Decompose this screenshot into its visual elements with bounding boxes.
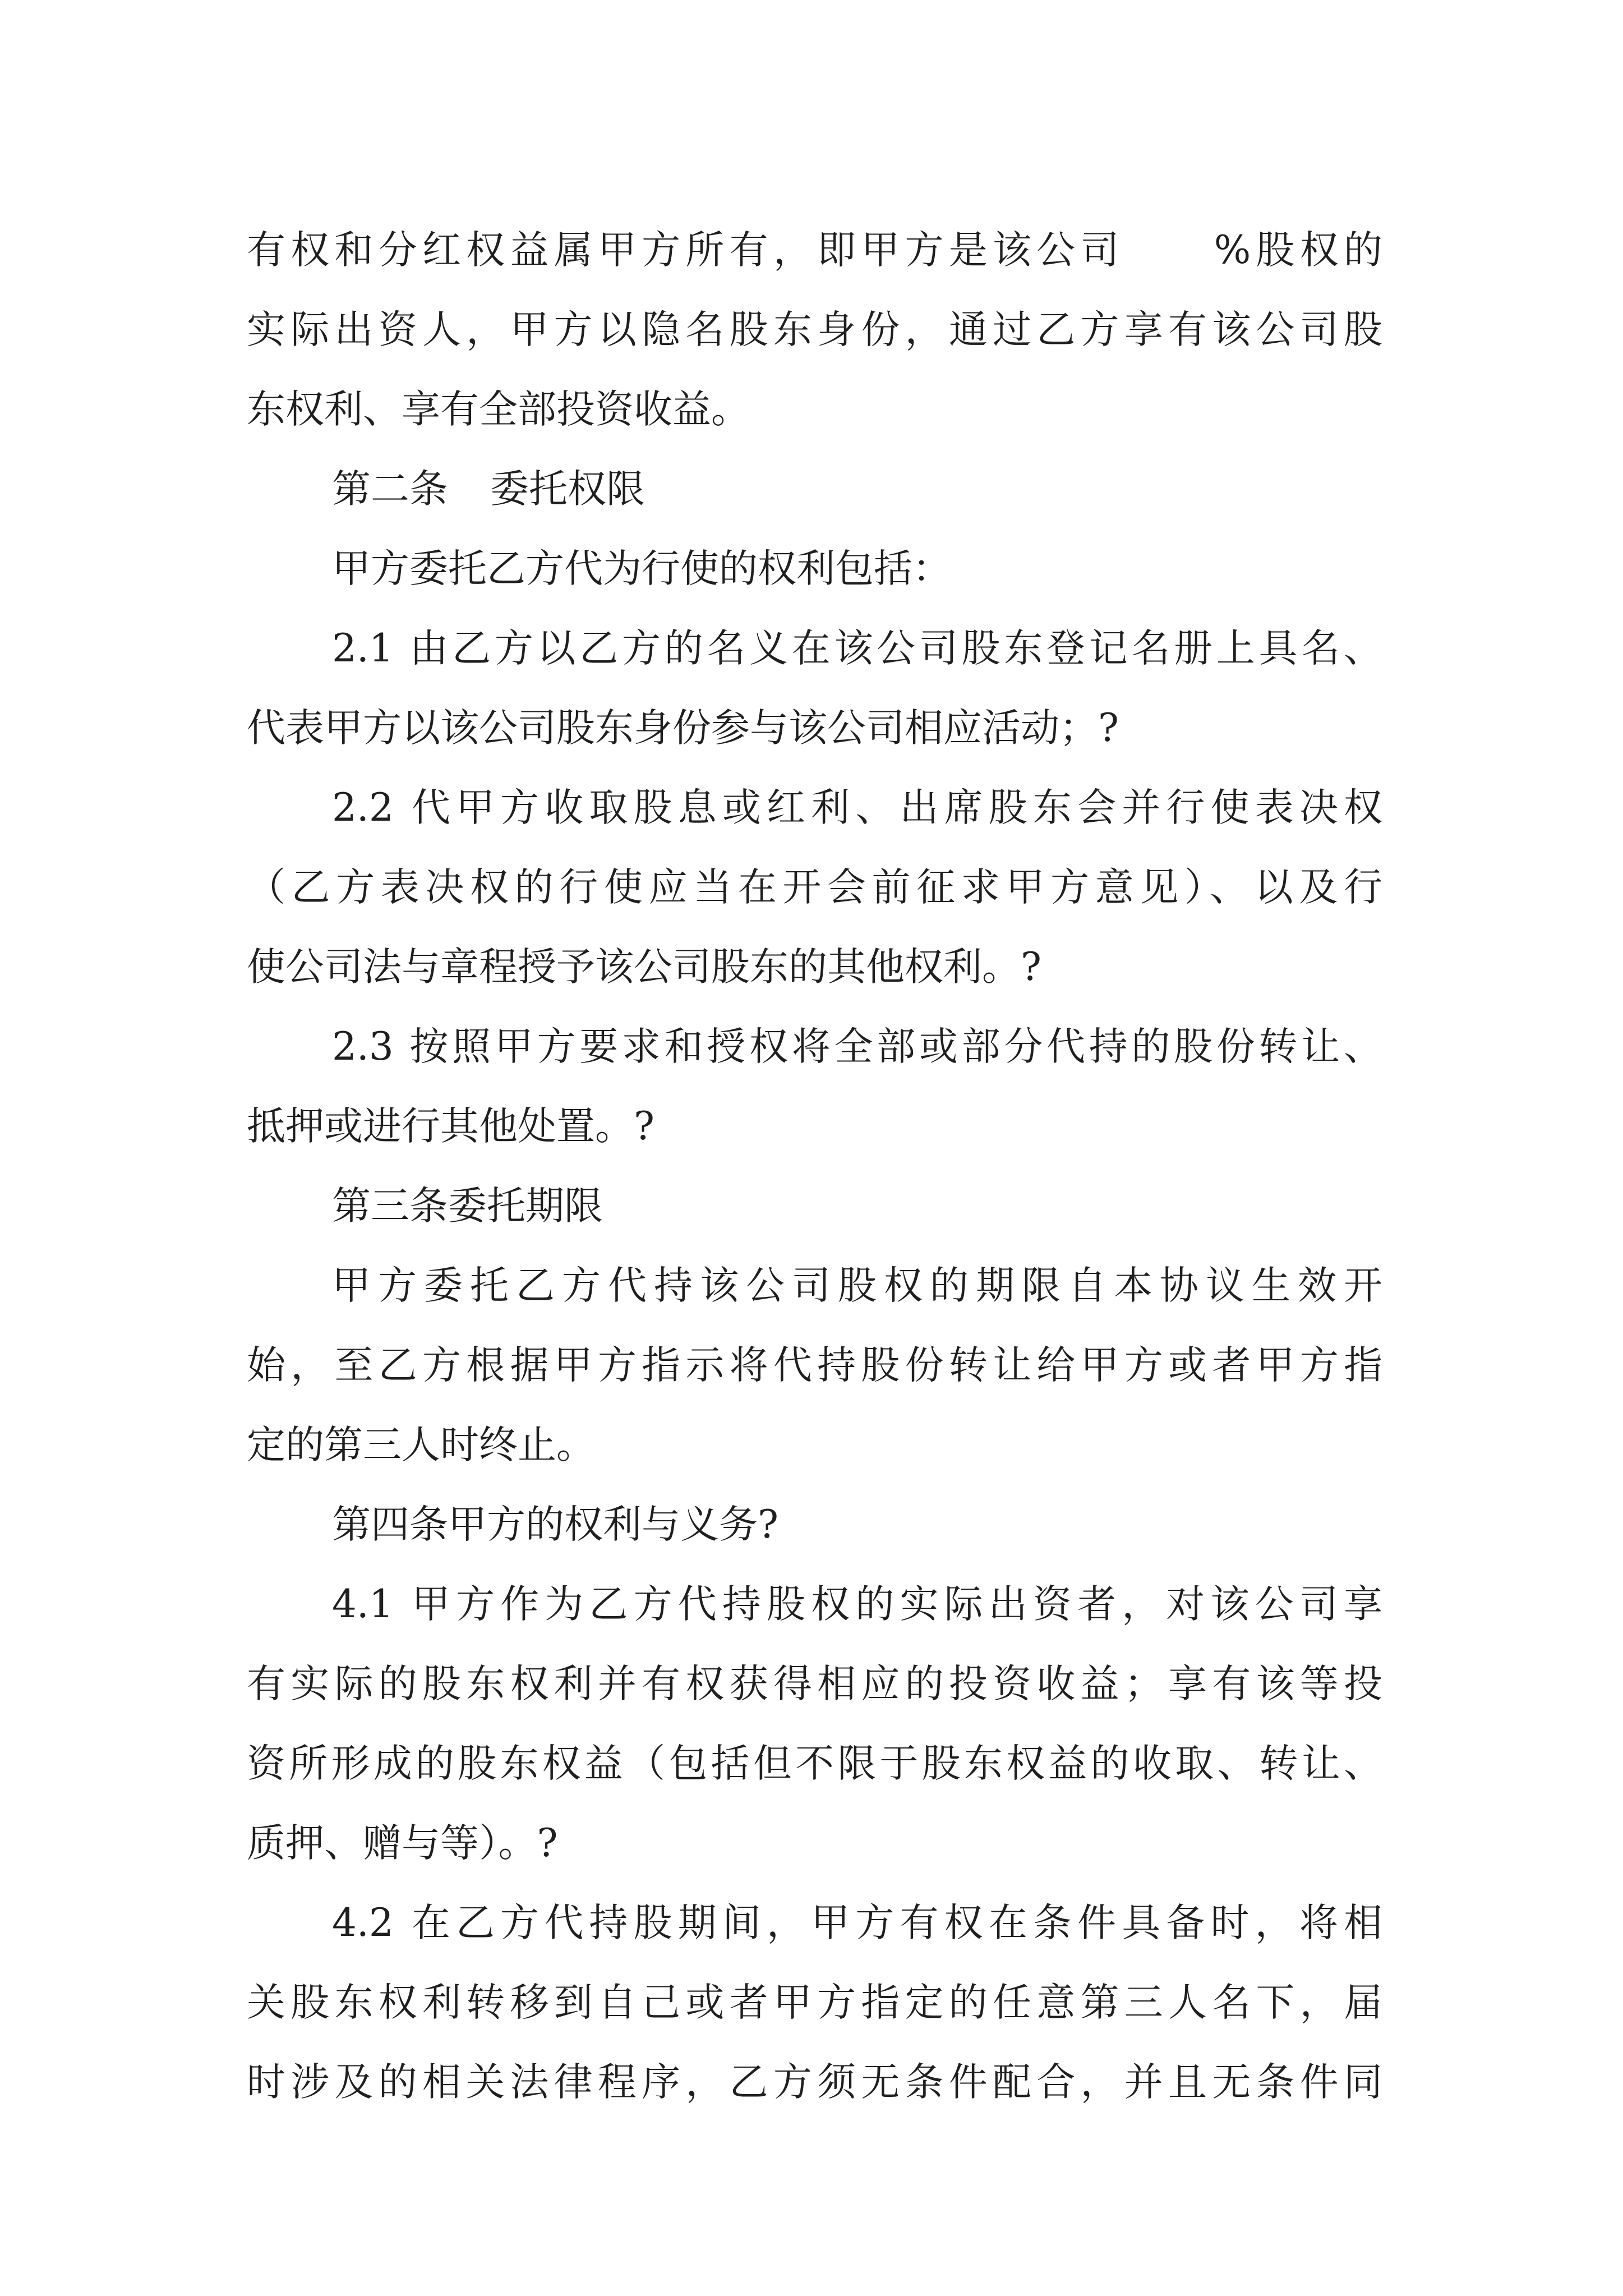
- text-line: 4.1 甲方作为乙方代持股权的实际出资者，对该公司享: [332, 1582, 1382, 1627]
- text-line: 实际出资人，甲方以隐名股东身份，通过乙方享有该公司股: [247, 307, 1382, 352]
- text-line: 甲方委托乙方代为行使的权利包括：: [332, 546, 951, 591]
- text-line: 抵押或进行其他处置。?: [247, 1104, 654, 1149]
- text-line: 有实际的股东权利并有权获得相应的投资收益；享有该等投: [247, 1662, 1382, 1706]
- text-segment: %股权的: [1214, 228, 1382, 273]
- article-heading: 第三条委托期限: [332, 1184, 603, 1228]
- text-line: 2.2 代甲方收取股息或红利、出席股东会并行使表决权: [332, 785, 1382, 830]
- article-heading: [247, 449, 1382, 529]
- text-line: 质押、赠与等）。?: [247, 1821, 558, 1866]
- article-heading: 第四条甲方的权利与义务?: [332, 1502, 778, 1547]
- text-line: 2.3 按照甲方要求和授权将全部或部分代持的股份转让、: [332, 1024, 1382, 1069]
- text-segment: 有权和分红权益属甲方所有，即甲方是该公司: [247, 228, 1124, 273]
- text-line: [247, 210, 1382, 290]
- text-line: 4.2 在乙方代持股期间，甲方有权在条件具备时，将相: [332, 1901, 1382, 1945]
- text-line: 使公司法与章程授予该公司股东的其他权利。?: [247, 945, 1041, 990]
- text-line: 东权利、享有全部投资收益。: [247, 387, 750, 432]
- text-line: 时涉及的相关法律程序，乙方须无条件配合，并且无条件同: [247, 2060, 1382, 2105]
- text-line: 代表甲方以该公司股东身份参与该公司相应活动；?: [247, 706, 1119, 751]
- text-line: 资所形成的股东权益（包括但不限于股东权益的收取、转让、: [247, 1741, 1382, 1786]
- text-line: 甲方委托乙方代持该公司股权的期限自本协议生效开: [332, 1263, 1382, 1308]
- article-title: 委托权限: [490, 467, 645, 512]
- document-body: [247, 210, 1382, 2122]
- text-line: 关股东权利转移到自己或者甲方指定的任意第三人名下，届: [247, 1980, 1382, 2025]
- text-line: 始，至乙方根据甲方指示将代持股份转让给甲方或者甲方指: [247, 1343, 1382, 1388]
- text-line: 定的第三人时终止。: [247, 1423, 595, 1467]
- text-line: 2.1 由乙方以乙方的名义在该公司股东登记名册上具名、: [332, 626, 1382, 671]
- text-line: （乙方表决权的行使应当在开会前征求甲方意见）、以及行: [247, 865, 1382, 910]
- article-number: 第二条: [332, 467, 448, 512]
